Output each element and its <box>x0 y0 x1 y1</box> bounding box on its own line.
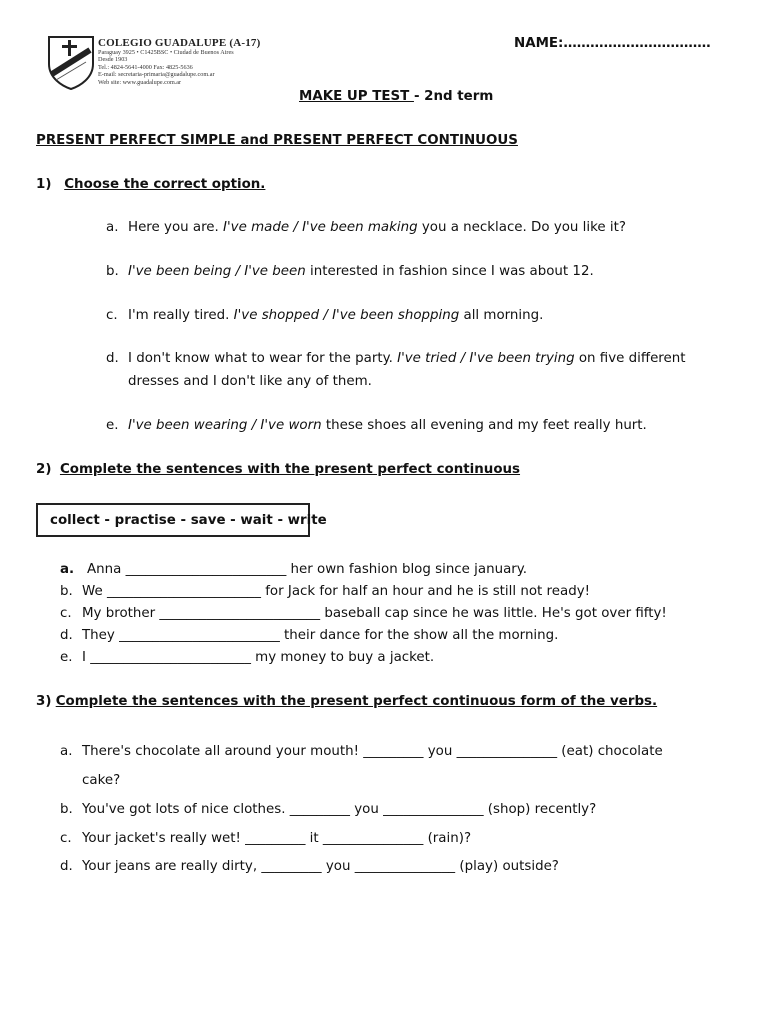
q2-item-a <box>60 562 527 577</box>
item-text: I ________________________ my money to buy a jacket. <box>82 650 435 665</box>
q1-item-e <box>106 418 647 433</box>
item-text: My brother ________________________ baseball cap since he was little. He's got over fifty! <box>82 606 667 621</box>
school-email: E-mail: secretaria-primaria@guadalupe.com.ar <box>98 71 215 79</box>
item-text: I don't know what to wear for the party. <box>128 351 398 366</box>
item-options: I've been being / I've been <box>128 264 306 279</box>
item-text: you a necklace. Do you like it? <box>417 220 626 235</box>
item-text: We _______________________ for Jack for half an hour and he is still not ready! <box>82 584 590 599</box>
item-marker: d. <box>60 628 73 643</box>
item-options: I've shopped / I've been shopping <box>233 308 460 323</box>
q3-number: 3) <box>36 694 52 709</box>
item-text: all morning. <box>459 308 544 323</box>
school-name: COLEGIO GUADALUPE (A-17) <box>98 37 261 49</box>
q3-item-b <box>60 802 596 817</box>
q2-item-d <box>60 628 558 643</box>
item-text: on five different <box>574 351 686 366</box>
item-marker: a. <box>60 562 75 577</box>
test-title-main: MAKE UP TEST <box>299 89 414 104</box>
item-text: I'm really tired. <box>128 308 234 323</box>
section-title: PRESENT PERFECT SIMPLE and PRESENT PERFECT CONTINUOUS <box>36 133 518 148</box>
q3-item-a <box>60 744 663 759</box>
q2-item-e <box>60 650 434 665</box>
q1-item-b <box>106 264 594 279</box>
q1-item-c <box>106 308 543 323</box>
item-marker: a. <box>60 744 73 759</box>
q1-item-d <box>106 351 686 366</box>
item-text: You've got lots of nice clothes. _________ you _______________ (shop) recently? <box>82 802 597 817</box>
q2-item-c <box>60 606 667 621</box>
word-box-text: collect - practise - save - wait - write <box>50 512 327 528</box>
item-marker: b. <box>60 802 73 817</box>
item-text: Your jacket's really wet! _________ it _______________ (rain)? <box>82 831 472 846</box>
school-info <box>98 37 260 86</box>
school-phone: Tel.: 4824-5641-4000 Fax: 4825-5636 <box>98 63 193 71</box>
item-marker: e. <box>106 418 119 433</box>
item-text: Your jeans are really dirty, _________ you _______________ (play) outside? <box>82 859 559 874</box>
school-website: Web site: www.guadalupe.com.ar <box>98 78 182 86</box>
q2-number: 2) <box>36 462 52 477</box>
school-address: Paraguay 3925 • C1425BSC • Ciudad de Buenos Aires <box>98 49 234 56</box>
item-marker: b. <box>106 264 119 279</box>
q2-item-b <box>60 584 590 599</box>
q3-item-c <box>60 831 471 846</box>
item-options: I've tried / I've been trying <box>397 351 575 366</box>
q1-heading <box>36 177 265 192</box>
word-box <box>36 503 327 537</box>
q1-instruction: Choose the correct option. <box>64 177 266 192</box>
q3-item-d <box>60 859 559 874</box>
item-marker: d. <box>60 859 73 874</box>
item-options: I've been wearing / I've worn <box>128 418 322 433</box>
q3-instruction: Complete the sentences with the present perfect continuous form of the verbs. <box>55 694 658 709</box>
item-text: these shoes all evening and my feet really hurt. <box>321 418 647 433</box>
item-marker: c. <box>60 606 72 621</box>
school-since: Desde 1903 <box>98 56 128 64</box>
item-text: They ________________________ their dance for the show all the morning. <box>82 628 559 643</box>
q1-item-d-continuation: dresses and I don't like any of them. <box>128 374 372 389</box>
item-marker: e. <box>60 650 73 665</box>
q1-item-a <box>106 220 626 235</box>
q3-heading <box>36 694 657 709</box>
item-marker: a. <box>106 220 119 235</box>
item-text: Anna ________________________ her own fashion blog since january. <box>87 562 528 577</box>
item-marker: d. <box>106 351 119 366</box>
item-text: There's chocolate all around your mouth! _________ you _______________ (eat) chocolate <box>82 744 663 759</box>
item-marker: c. <box>106 308 118 323</box>
q2-heading <box>36 462 520 477</box>
school-crest-logo <box>46 34 96 90</box>
q1-number: 1) <box>36 177 52 192</box>
item-marker: b. <box>60 584 73 599</box>
test-term: - 2nd term <box>413 89 494 104</box>
q3-item-a-continuation: cake? <box>82 773 121 788</box>
item-text: Here you are. <box>128 220 224 235</box>
name-field[interactable]: NAME:…………………………… <box>514 36 711 51</box>
test-title <box>299 89 493 104</box>
item-marker: c. <box>60 831 72 846</box>
item-text: interested in fashion since I was about 12. <box>305 264 594 279</box>
q2-instruction: Complete the sentences with the present perfect continuous <box>59 462 521 477</box>
item-options: I've made / I've been making <box>223 220 418 235</box>
